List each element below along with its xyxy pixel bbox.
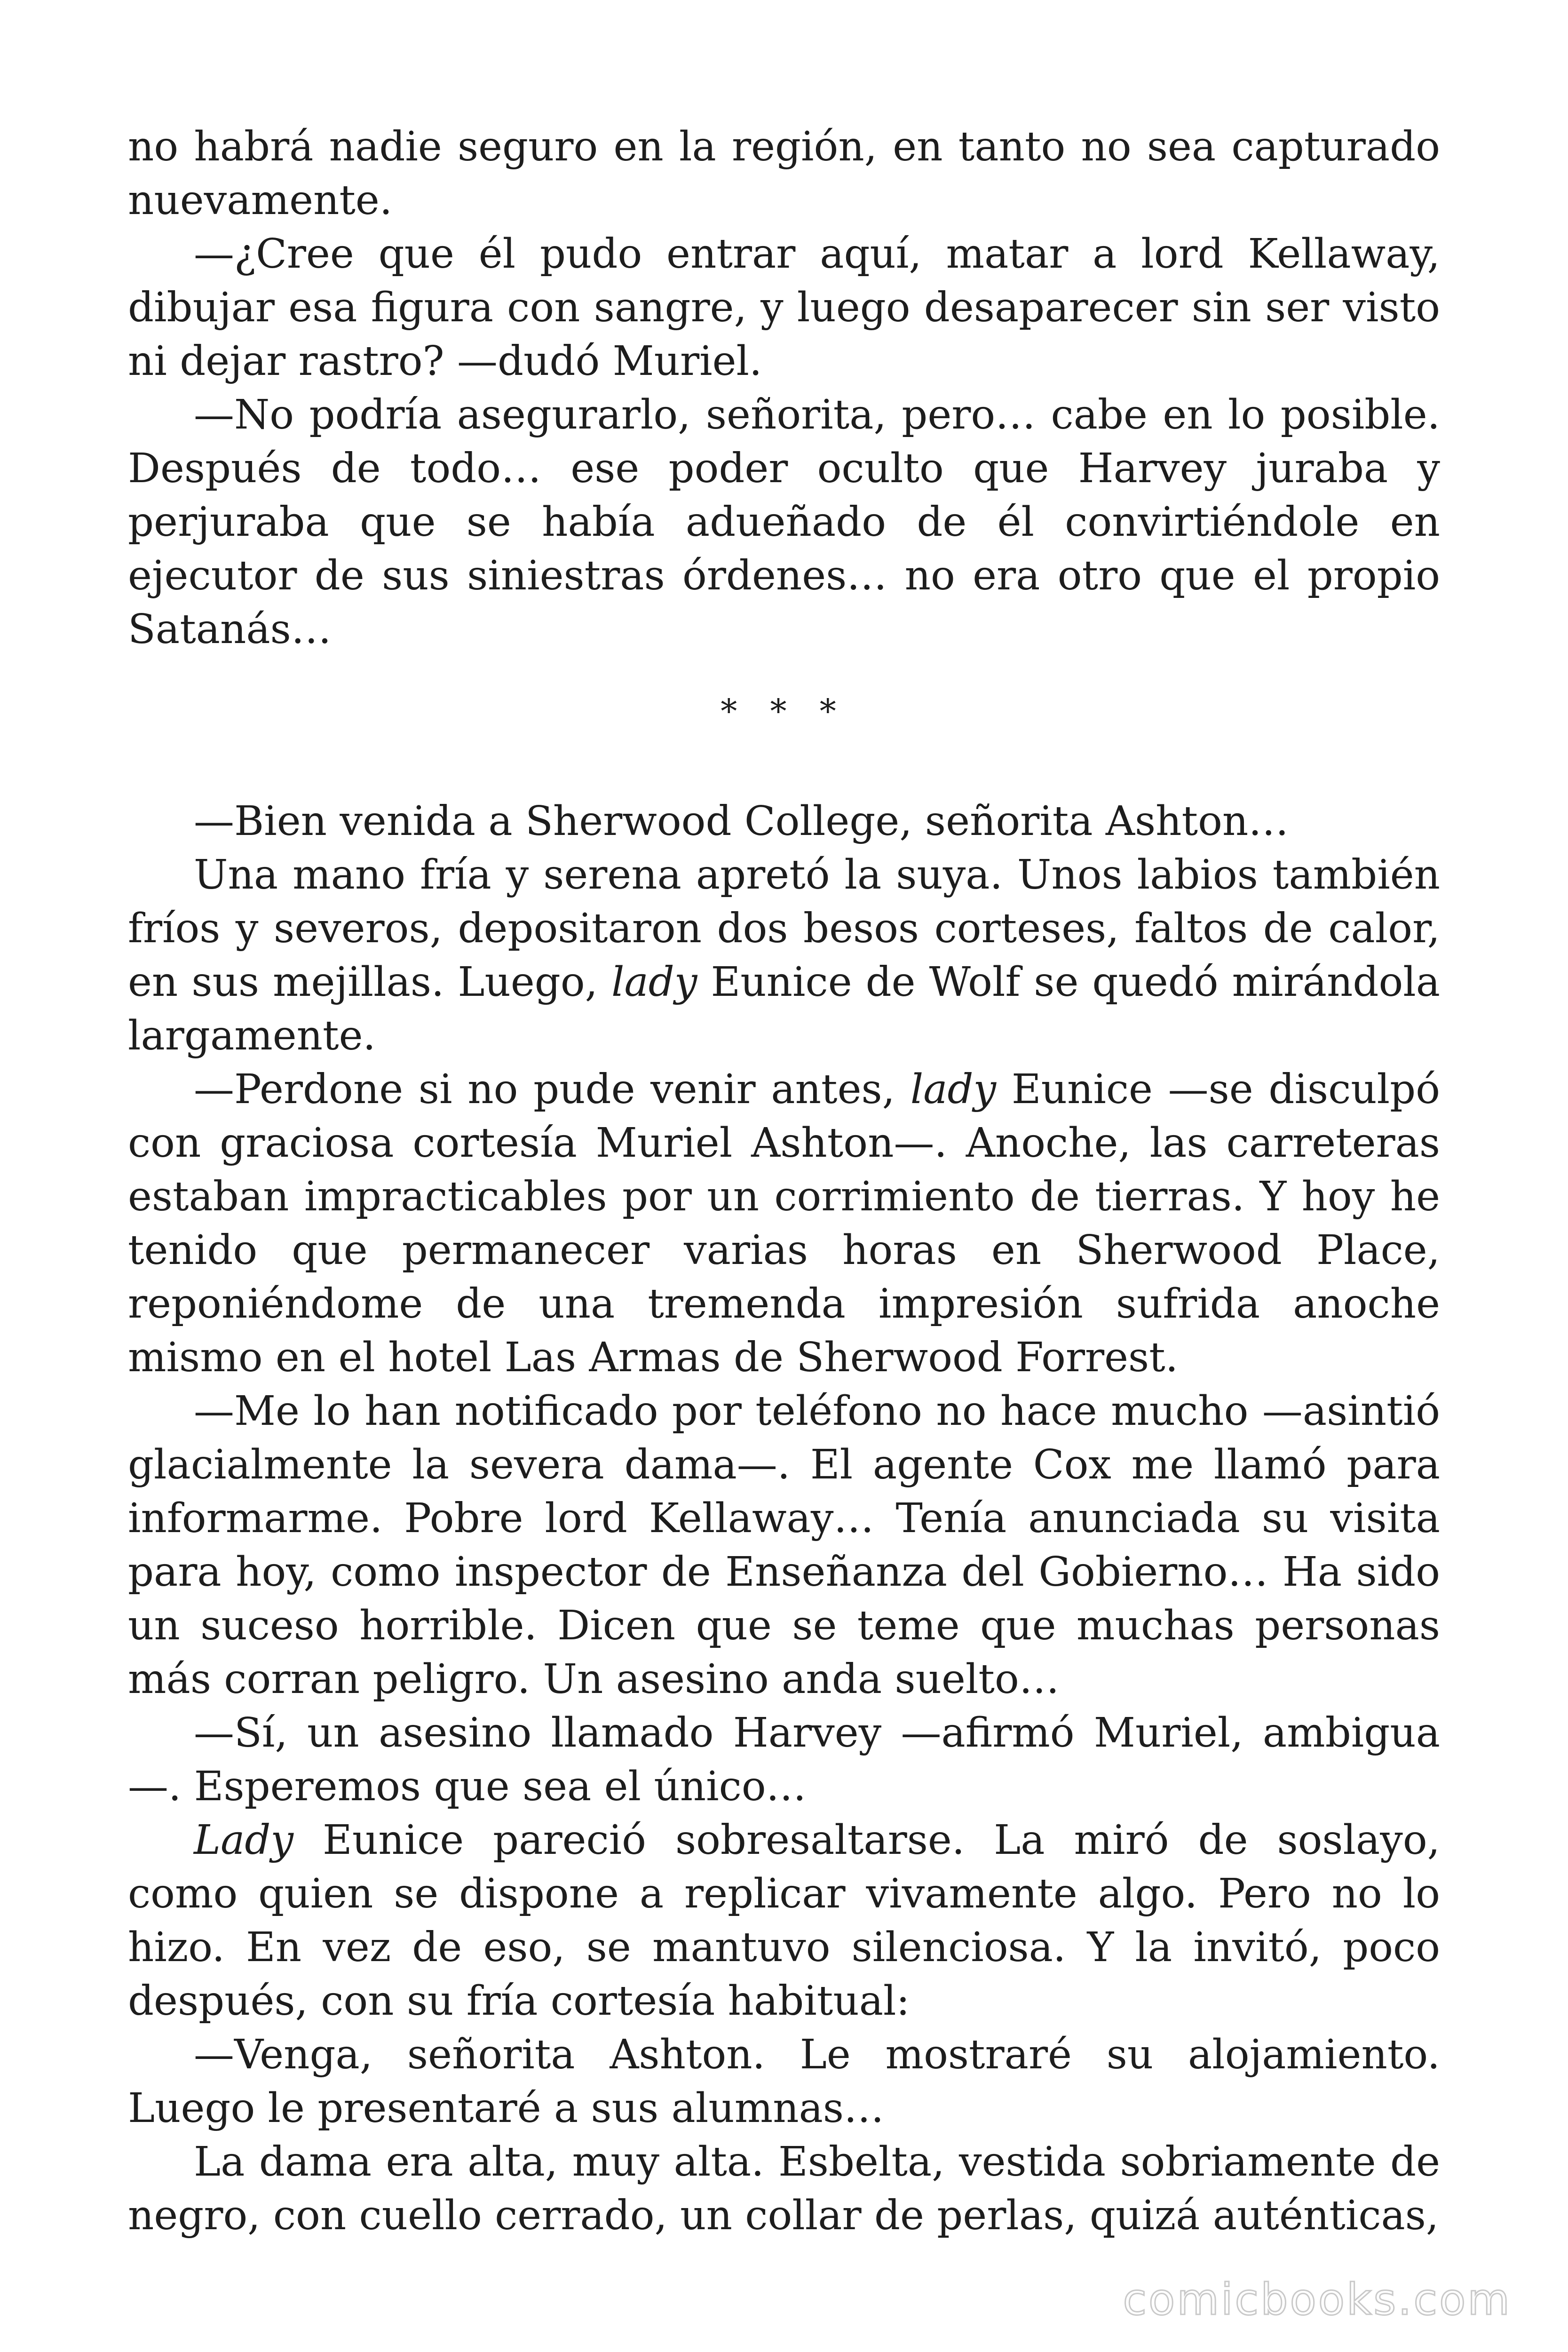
emphasis-lady: lady xyxy=(611,959,697,1006)
paragraph-harvey: —Sí, un asesino llamado Harvey —afirmó Muriel, ambigua—. Esperemos que sea el único… xyxy=(128,1709,1440,1810)
paragraph-dialogue-satanas: —No podría asegurarlo, señorita, pero… cabe en lo posible. Después de todo… ese poder oculto que Harvey juraba y perjuraba que se había adueñado de él convirtiéndole en ejecutor de sus siniestras órdenes… no era otro que el propio Satanás… xyxy=(128,391,1440,653)
paragraph-continuation: no habrá nadie seguro en la región, en tanto no sea capturado nuevamente. xyxy=(128,123,1440,224)
paragraph-invitation: —Venga, señorita Ashton. Le mostraré su alojamiento. Luego le presentaré a sus alumnas… xyxy=(128,2031,1440,2132)
text-run: —Perdone si no pude venir antes, xyxy=(194,1066,911,1113)
emphasis-lady: Lady xyxy=(194,1817,294,1864)
paragraph-description: La dama era alta, muy alta. Esbelta, vestida sobriamente de negro, con cuello cerrado, un collar de perlas, quizá auténticas, xyxy=(128,2138,1440,2239)
paragraph-welcome: —Bien venida a Sherwood College, señorita Ashton… xyxy=(194,798,1289,845)
paragraph-apology xyxy=(128,1063,1440,1384)
paragraph-startled xyxy=(128,1813,1440,2028)
emphasis-lady: lady xyxy=(910,1066,997,1113)
paragraph-dialogue-muriel: —¿Cree que él pudo entrar aquí, matar a lord Kellaway, dibujar esa figura con sangre, y luego desaparecer sin ser visto ni dejar rastro? —dudó Muriel. xyxy=(128,230,1440,385)
text-run: Eunice pareció sobresaltarse. La miró de soslayo, como quien se dispone a replicar vivamente algo. Pero no lo hizo. En vez de eso, se mantuvo silenciosa. Y la invitó, poco después, con su fría cortesía habitual: xyxy=(128,1817,1440,2025)
paragraph-cold-hand xyxy=(128,848,1440,1063)
paragraph-notified: —Me lo han notificado por teléfono no hace mucho —asintió glacialmente la severa dama—. El agente Cox me llamó para informarme. Pobre lord Kellaway… Tenía anunciada su visita para hoy, como inspector de Enseñanza del Gobierno… Ha sido un suceso horrible. Dicen que se teme que muchas personas más corran peligro. Un asesino anda suelto… xyxy=(128,1388,1440,1703)
text-run: Eunice —se disculpó con graciosa cortesía Muriel Ashton—. Anoche, las carreteras estaban impracticables por un corrimiento de tierras. Y hoy he tenido que permanecer varias horas en Sherwood Place, reponiéndome de una tremenda impresión sufrida anoche mismo en el hotel Las Armas de Sherwood Forrest. xyxy=(128,1066,1440,1381)
text-run: Eunice de Wolf se quedó mirándola largamente. xyxy=(128,959,1441,1059)
watermark: comicbooks.com xyxy=(1123,2274,1512,2325)
text-run: Una mano fría y serena apretó la suya. Unos labios también fríos y severos, depositaron dos besos corteses, faltos de calor, en sus mejillas. Luego, xyxy=(128,851,1440,1006)
scene-separator: * * * xyxy=(721,692,847,731)
page-text xyxy=(128,120,1440,2242)
